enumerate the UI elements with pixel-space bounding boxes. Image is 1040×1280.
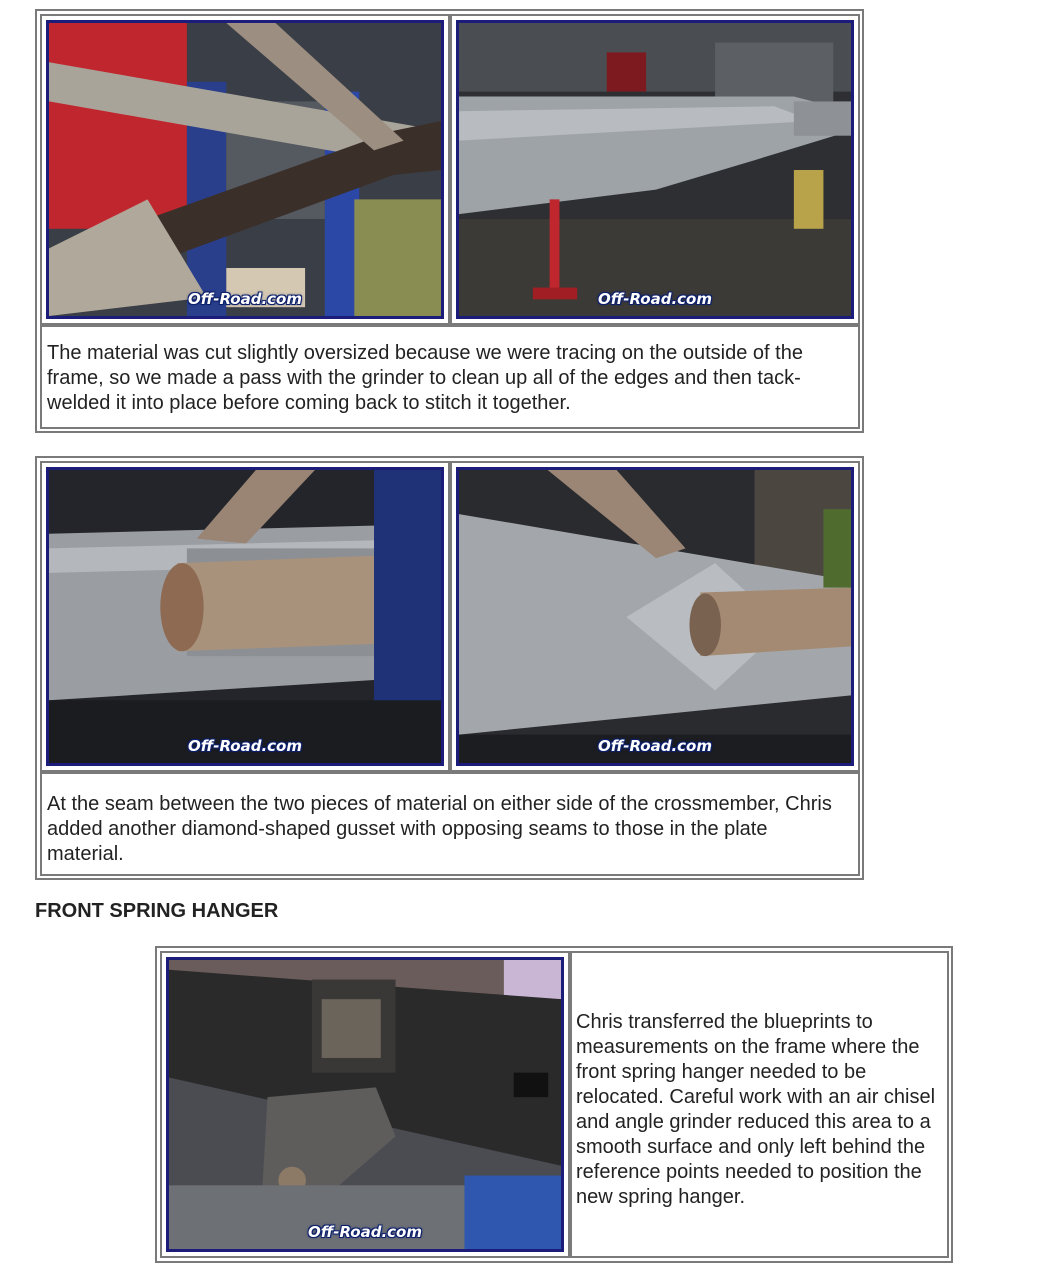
caption-cell	[570, 951, 949, 1258]
frame-brace-photo	[46, 20, 444, 319]
watermark: Off-Road.com	[598, 290, 712, 308]
watermark: Off-Road.com	[598, 737, 712, 755]
diamond-gusset-photo	[456, 467, 854, 766]
watermark: Off-Road.com	[188, 290, 302, 308]
image-cell-left	[40, 14, 450, 325]
caption-text: The material was cut slightly oversized because we were tracing on the outside of the frame, so we made a pass with the grinder to clean up all of the edges and then tack-welded it into place before coming back to stitch it together.	[47, 342, 803, 414]
photo-table-3	[155, 946, 953, 1263]
caption-cell	[40, 772, 860, 876]
crossmember-tube-photo	[46, 467, 444, 766]
spring-hanger-photo	[166, 957, 564, 1252]
photo-table-1	[35, 9, 864, 433]
image-cell-right	[450, 461, 860, 772]
image-cell	[160, 951, 570, 1258]
watermark: Off-Road.com	[308, 1223, 422, 1241]
watermark: Off-Road.com	[188, 737, 302, 755]
section-heading: FRONT SPRING HANGER	[35, 900, 279, 922]
photo-table-2	[35, 456, 864, 880]
caption-cell	[40, 325, 860, 429]
frame-rail-photo	[456, 20, 854, 319]
caption-text: At the seam between the two pieces of material on either side of the crossmember, Chris added another diamond-shaped gusset with opposing seams to those in the plate material.	[47, 793, 832, 865]
image-cell-right	[450, 14, 860, 325]
caption-text: Chris transferred the blueprints to measurements on the frame where the front spring hanger needed to be relocated. Careful work with an air chisel and angle grinder reduced this area to a smooth surface and only left behind the reference points needed to position the new spring hanger.	[576, 1011, 936, 1208]
image-cell-left	[40, 461, 450, 772]
